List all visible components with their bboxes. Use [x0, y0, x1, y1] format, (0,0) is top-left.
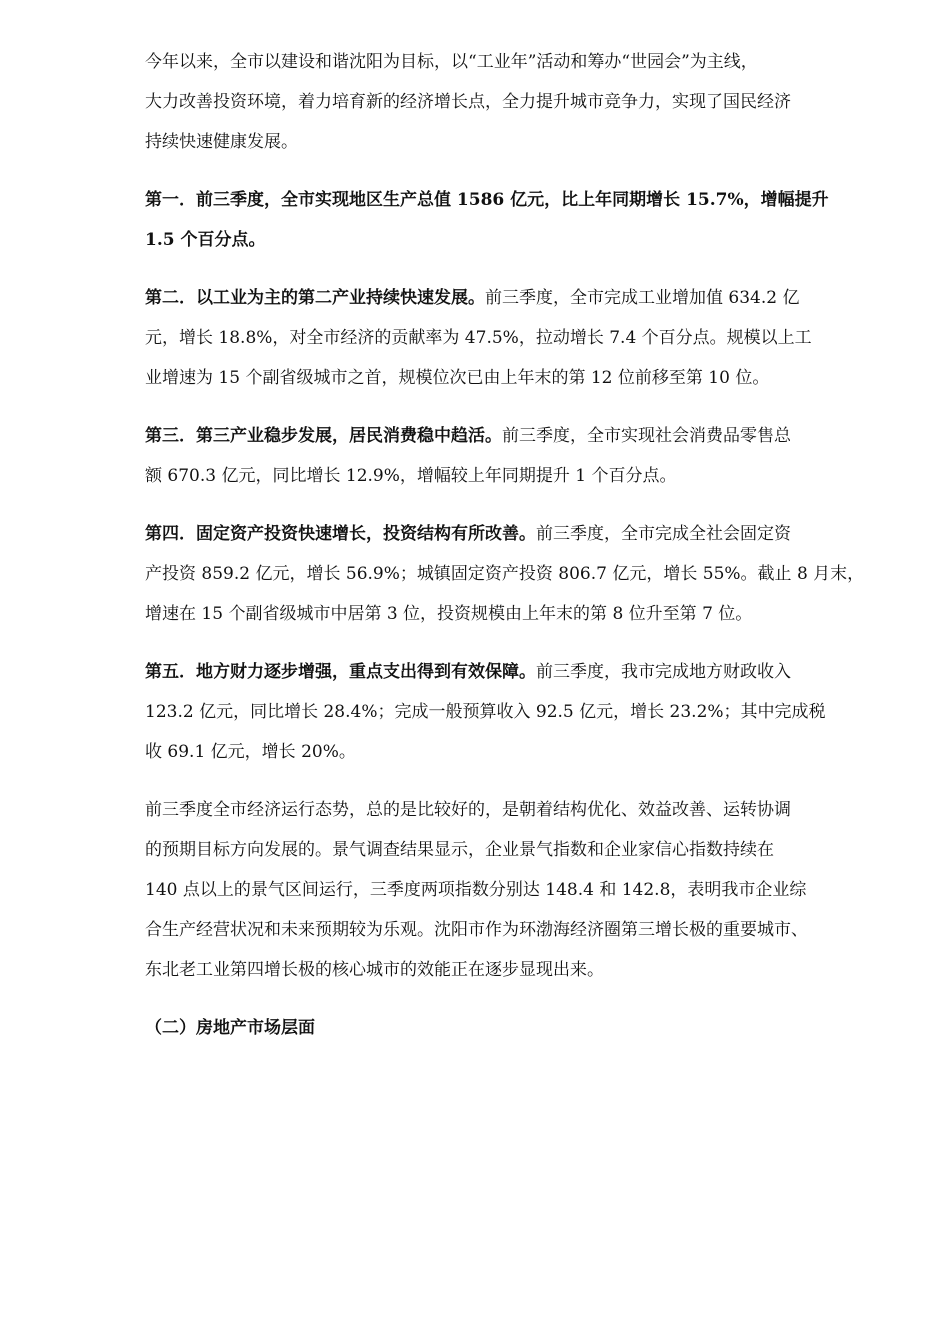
point-one-paragraph — [145, 180, 885, 260]
text-line: 140 点以上的景气区间运行，三季度两项指数分别达 148.4 和 142.8，表明我市企业综 — [145, 880, 807, 900]
text-line: 的预期目标方向发展的。景气调查结果显示，企业景气指数和企业家信心指数持续在 — [145, 840, 774, 860]
point-five-heading: 第五．地方财力逐步增强，重点支出得到有效保障。 — [145, 662, 536, 682]
text-line: 今年以来，全市以建设和谐沈阳为目标，以“工业年”活动和筹办“世园会”为主线， — [145, 52, 758, 72]
text-line: 产投资 859.2 亿元，增长 56.9%；城镇固定资产投资 806.7 亿元，增长 55%。截止 8 月末， — [145, 564, 865, 584]
text-line: 持续快速健康发展。 — [145, 132, 298, 152]
text-line: 东北老工业第四增长极的核心城市的效能正在逐步显现出来。 — [145, 960, 604, 980]
text-line — [145, 514, 885, 554]
point-five-paragraph — [145, 652, 885, 772]
text-line: 前三季度全市经济运行态势，总的是比较好的，是朝着结构优化、效益改善、运转协调 — [145, 800, 791, 820]
section-heading-text: （二）房地产市场层面 — [145, 1018, 315, 1038]
document-body — [145, 42, 885, 1066]
text-line — [145, 652, 885, 692]
text-line: 1.5 个百分点。 — [145, 230, 266, 250]
point-three-text: 前三季度，全市实现社会消费品零售总 — [502, 426, 791, 446]
point-three-heading: 第三．第三产业稳步发展，居民消费稳中趋活。 — [145, 426, 502, 446]
point-four-paragraph — [145, 514, 885, 634]
point-two-paragraph — [145, 278, 885, 398]
point-three-paragraph — [145, 416, 885, 496]
text-line: 大力改善投资环境，着力培育新的经济增长点，全力提升城市竞争力，实现了国民经济 — [145, 92, 791, 112]
text-line — [145, 278, 885, 318]
section-heading — [145, 1008, 885, 1048]
point-five-text: 前三季度，我市完成地方财政收入 — [536, 662, 791, 682]
text-line: 增速在 15 个副省级城市中居第 3 位，投资规模由上年末的第 8 位升至第 7 位。 — [145, 604, 753, 624]
point-two-text: 前三季度，全市完成工业增加值 634.2 亿 — [485, 288, 800, 308]
summary-paragraph — [145, 790, 885, 990]
text-line: 第一．前三季度，全市实现地区生产总值 1586 亿元，比上年同期增长 15.7%，增幅提升 — [145, 190, 829, 210]
intro-paragraph — [145, 42, 885, 162]
point-four-text: 前三季度，全市完成全社会固定资 — [536, 524, 791, 544]
text-line: 合生产经营状况和未来预期较为乐观。沈阳市作为环渤海经济圈第三增长极的重要城市、 — [145, 920, 808, 940]
text-line: 额 670.3 亿元，同比增长 12.9%，增幅较上年同期提升 1 个百分点。 — [145, 466, 677, 486]
text-line: 业增速为 15 个副省级城市之首，规模位次已由上年末的第 12 位前移至第 10 位。 — [145, 368, 770, 388]
point-two-heading: 第二．以工业为主的第二产业持续快速发展。 — [145, 288, 485, 308]
text-line: 收 69.1 亿元，增长 20%。 — [145, 742, 356, 762]
point-four-heading: 第四．固定资产投资快速增长，投资结构有所改善。 — [145, 524, 536, 544]
text-line — [145, 416, 885, 456]
text-line: 元，增长 18.8%，对全市经济的贡献率为 47.5%，拉动增长 7.4 个百分点。规模以上工 — [145, 328, 812, 348]
text-line: 123.2 亿元，同比增长 28.4%；完成一般预算收入 92.5 亿元，增长 23.2%；其中完成税 — [145, 702, 826, 722]
